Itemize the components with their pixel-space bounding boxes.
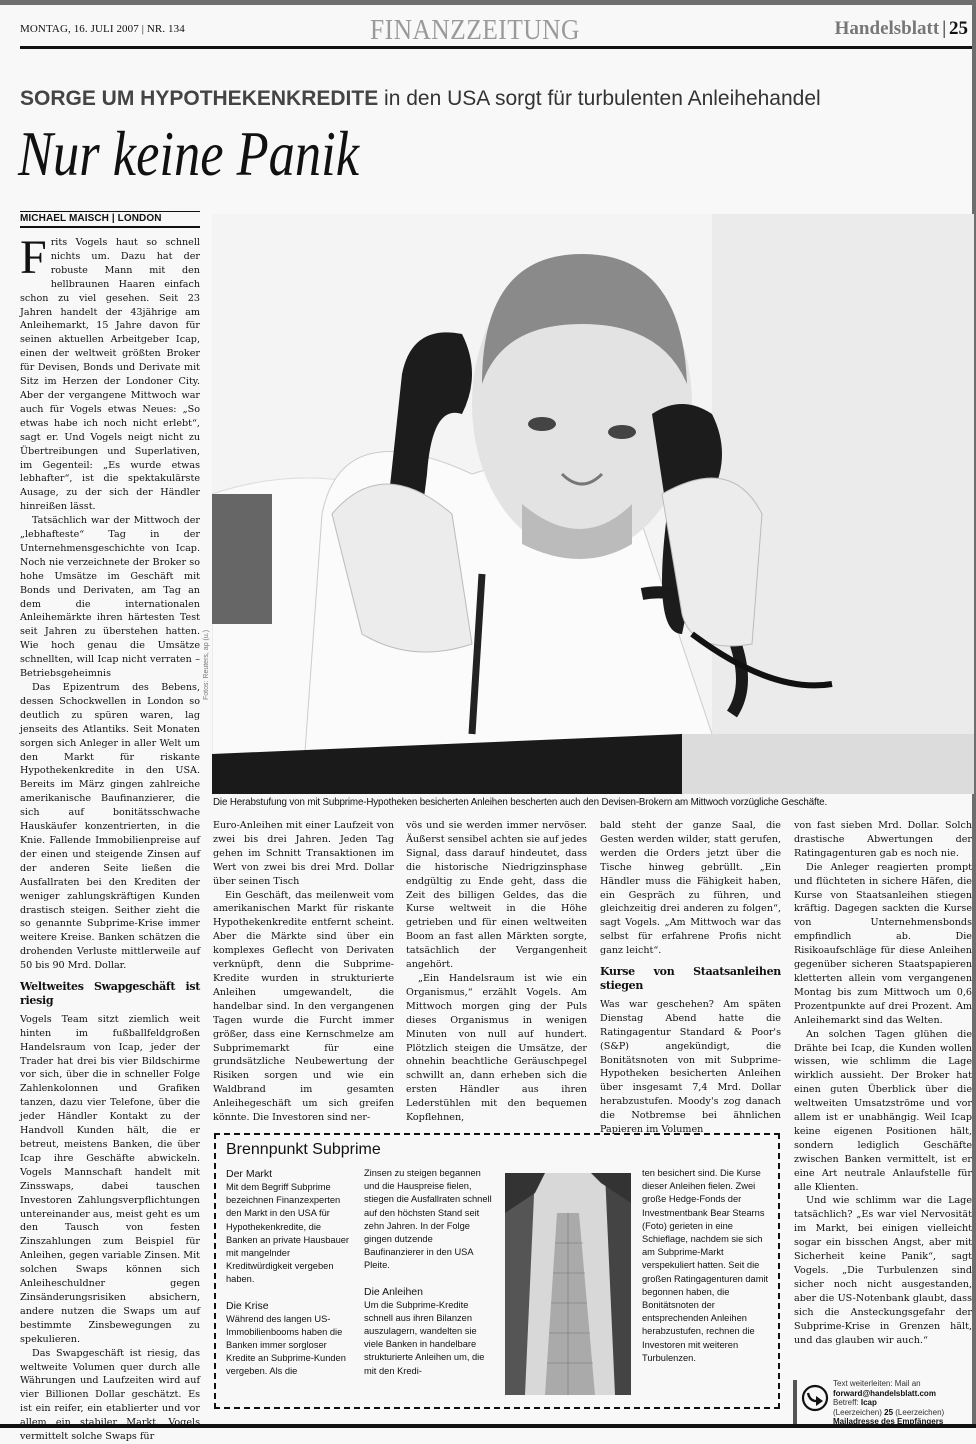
paragraph: Tatsächlich war der Mittwoch der „lebhafteste“ Tag in der Unternehmensgeschichte von Icap. Noch nie verzeichnete der Broker so hohe Umsätze im Geschäft mit Bonds und Derivaten, am Tag an dem die internationalen Anleihemärkte ihren härtesten Test seit Jahren zu überstehen hatten. Wie hoch genau die Umsätze schnellten, will Icap nicht verraten – Betriebsgeheimnis xyxy=(20,515,200,680)
byline: MICHAEL MAISCH | LONDON xyxy=(20,213,162,224)
article-column-2 xyxy=(213,819,394,1125)
infobox-text: Um die Subprime-Kredite schnell aus ihren Bilanzen auszulagern, wandelten sie viele Banken in handelbare strukturierte Anleihen um, die mit den Kredi- xyxy=(364,1299,485,1376)
paragraph: Die Anleger reagierten prompt und flüchteten in sichere Häfen, die Kurse von Staatsanleihen stiegen kräftig. Dagegen sackten die Kurse von Unternehmensbonds empfindlich ab. Die Risikoaufschläge für diese Anleihen gegenüber sicheren Staatspapieren kletterten allein vom vergangenen Montag bis zum Mittwoch um 0,6 Prozentpunkte auf drei Prozent. Am Anleihemarkt sind das Welten. xyxy=(794,861,972,1026)
dropcap: F xyxy=(20,231,47,284)
paragraph: Das Swapgeschäft ist riesig, das weltweite Volumen quer durch alle Währungen und Laufzeiten wird auf vier Billionen Dollar geschätzt. Es ist ein reifer, ein etablierter und vor allem ein stabiler Markt. Vogels vermittelt solche Swaps für xyxy=(20,1347,200,1443)
article-column-4 xyxy=(600,819,781,1137)
infobox-text: Mit dem Begriff Subprime bezeichnen Finanzexperten den Markt in den USA für Hypothekenkredite, die Banken an private Hausbauer mit mangelnder Kreditwürdigkeit vergeben haben. xyxy=(226,1182,350,1285)
paragraph: bald steht der ganze Saal, die Gesten werden wilder, statt gerufen, werden die Orders jetzt über die Tische hinweg gebrüllt. „Ein Händler muss die Fähigkeit haben, ein Gespräch zu führen, und gleichzeitig drei anderen zu folgen“, sagt Vogels. „Am Mittwoch war das selbst für erfahrene Profis nicht ganz leicht“. xyxy=(600,820,781,957)
photo-credit: Fotos: Reuters, ap (u.) xyxy=(203,629,210,700)
brand-logo xyxy=(835,18,968,40)
infobox-heading: Der Markt xyxy=(226,1168,273,1180)
forward-line-5: Mailadresse des Empfängers xyxy=(833,1417,944,1427)
forward-email-link[interactable]: forward@handelsblatt.com xyxy=(833,1388,936,1398)
infobox-brennpunkt-subprime xyxy=(214,1133,780,1409)
paragraph xyxy=(20,231,200,514)
forward-line-4a: (Leerzeichen) xyxy=(833,1407,885,1417)
paragraph: An solchen Tagen glühen die Drähte bei Icap, die Kunden wollen wissen, wie schlimm die Lage wirklich aussieht. Der Broker hat einen guten Überblick über die weltweiten Umsatzströme und vor allem ist er unabhängig. Weil Icap keine eigenen Positionen hält, sondern lediglich Geschäfte zwischen Banken vermittelt, ist er eine Art neutrale Anlaufstelle für alle Klienten. xyxy=(794,1028,972,1193)
infobox-heading: Die Krise xyxy=(226,1299,269,1312)
bear-stearns-building-photo xyxy=(505,1173,631,1395)
infobox-column-1 xyxy=(226,1167,354,1391)
dateline: MONTAG, 16. JULI 2007 | NR. 134 xyxy=(20,23,185,35)
article-column-1 xyxy=(20,231,200,1444)
infobox-column-3 xyxy=(642,1167,772,1377)
kicker-bold: SORGE UM HYPOTHEKENKREDITE xyxy=(20,87,379,110)
paragraph: „Ein Handelsraum ist wie ein Organismus,“ erzählt Vogels. Am Mittwoch morgen ging der Puls dieses Organismus in wenigen Minuten von null auf hundert. Plötzlich steigen die Umsätze, der ohnehin beachtliche Geräuschpegel schwillt an, dann erheben sich die ersten Händler aus ihren Lederstühlen mit den bequemen Kopflehnen, xyxy=(406,972,587,1124)
paragraph: Euro-Anleihen mit einer Laufzeit von zwei bis drei Jahren. Jeden Tag gehen im Schnitt Transaktionen im Wert von zwei bis drei Mrd. Dollar über seinen Tisch xyxy=(213,820,394,887)
subheading: Kurse von Staatsanleihen stiegen xyxy=(600,965,781,992)
infobox-heading: Die Anleihen xyxy=(364,1285,423,1298)
article-column-5 xyxy=(794,819,972,1347)
infobox-text: Während des langen US-Immobilienbooms haben die Banken immer sorgloser Kredite an Subprime-Kunden vergeben. Als die xyxy=(226,1313,346,1377)
masthead-rule xyxy=(20,46,972,49)
infobox-column-2 xyxy=(364,1167,494,1390)
masthead xyxy=(20,14,972,46)
kicker-rest: in den USA sorgt für turbulenten Anleihehandel xyxy=(378,87,821,110)
forward-subject-value: Icap xyxy=(860,1398,877,1408)
page-number: 25 xyxy=(949,18,968,39)
trader-on-phones-photo xyxy=(212,214,974,794)
byline-rule xyxy=(20,226,200,228)
forward-note-bar xyxy=(793,1380,797,1424)
photo-caption: Die Herabstufung von mit Subprime-Hypotheken besicherten Anleihen bescherten auch den Devisen-Brokern am Mittwoch vorzügliche Geschäfte. xyxy=(213,797,828,808)
forward-line-1: Text weiterleiten: Mail an xyxy=(833,1379,921,1388)
forward-line-4b: 25 xyxy=(884,1407,894,1417)
paragraph: vös und sie werden immer nervöser. Äußerst sensibel achten sie auf jedes Signal, dass darauf hindeutet, dass die historische Niedrigzinsphase endgültig zu Ende geht, dass die Zeit des billigen Geldes, das die Kurse weltweit in die Höhe getrieben und für einen weltweiten Boom an fast allen Märkten sorgte, tatsächlich der Vergangenheit angehört. xyxy=(406,820,587,971)
subheading: Weltweites Swapgeschäft ist riesig xyxy=(20,980,200,1007)
article-column-3 xyxy=(406,819,587,1125)
paragraph-text: rits Vogels haut so schnell nichts um. Dazu hat der robuste Mann mit den hellbraunen Haaren einfach schon zu viel gesehen. Seit 23 Jahren handelt der 43jährige am Anleihemarkt, 15 Jahre davon für seinen aktuellen Arbeitgeber Icap, einen der weltweit größten Broker für Devisen, Bonds und Derivate mit Sitz im Herzen der Londoner City. Aber der vergangene Mittwoch war auch für Vogels etwas Neues: „So etwas habe ich noch nicht erlebt“, sagt er. Und Vogels neigt nicht zu Übertreibungen und Superlativen, im Gegenteil: „Es wurde etwas lebhafter“, ist die spektakulärste Ausage, zu der sich der Händler hinreißen lässt. xyxy=(20,237,200,513)
forward-note-text xyxy=(833,1379,944,1427)
brand-separator: | xyxy=(942,18,946,39)
paragraph: Was war geschehen? Am späten Dienstag Abend hatte die Ratingagentur Standard & Poor's (S&P) angekündigt, die Bonitätsnoten von mit Subprime-Hypotheken besicherten Anleihen über insgesamt 7,4 Mrd. Dollar herabzustufen. Moody's zog danach die Notbremse bei ähnlichen Papieren im Volumen xyxy=(600,998,781,1136)
forward-subject-label: Betreff: xyxy=(833,1398,861,1408)
infobox-text: Zinsen zu steigen begannen und die Hauspreise fielen, stiegen die Ausfallraten schnell auf den höchsten Stand seit zehn Jahren. In der Folge gingen dutzende Baufinanzierer in den USA Pleite. xyxy=(364,1168,492,1271)
paragraph: Ein Geschäft, das meilenweit vom amerikanischen Markt für riskante Hypothekenkredite entfernt scheint. Aber die Märkte sind über ein komplexes Geflecht von Derivaten verknüpft, denn die Subprime-Kredite wurden in strukturierte Anleihen umgewandelt, die handelbar sind. In den vergangenen Tagen wurde die Furcht immer größer, dass eine Kernschmelze am Subprimemarkt für eine grundsätzliche Neubewertung der Risiken sorgen und wie ein Waldbrand im gesamten Anleihegeschäft um sich greifen könnte. Die Investoren sind ner- xyxy=(213,889,394,1124)
forward-arrow-icon xyxy=(801,1384,829,1412)
paragraph: Vogels Team sitzt ziemlich weit hinten im fußballfeldgroßen Handelsraum von Icap, jeder der Trader hat drei bis vier Bildschirme vor sich, über die in schneller Folge Zahlenkolonnen und Grafiken tanzen, dazu vier Telefone, über die jeder Händler Kontakt zu der Handvoll Kunden hält, die er betreut, meistens Banken, die über Icap ihre Geschäfte abwickeln. Vogels Mannschaft handelt mit Zinsswaps, dabei tauschen Investoren Zahlungsverpflichtungen untereinander aus, meist geht es um den Tausch von festen Zinszahlungen zum Beispiel für Anleihen, gegen variable Zinsen. Mit solchen Swaps können sich Anleiheschuldner gegen Zinsänderungsrisiken absichern, andere nutzen die Swaps um auf bestimmte Zinsbewegungen zu spekulieren. xyxy=(20,1013,200,1345)
brand-name: Handelsblatt xyxy=(834,18,940,39)
section-title: FINANZZEITUNG xyxy=(370,14,580,46)
forward-line-4c: (Leerzeichen) xyxy=(893,1407,945,1417)
kicker xyxy=(20,87,821,111)
page-frame-top xyxy=(0,0,976,5)
infobox-title: Brennpunkt Subprime xyxy=(226,1141,381,1158)
byline-rule xyxy=(20,211,200,212)
paragraph: Das Epizentrum des Bebens, dessen Schockwellen in London so deutlich zu spüren waren, lag jenseits des Atlantiks. Seit Monaten sorgen sich Anleger in aller Welt um den Markt für riskante Hypothekenkredite in den USA. Bereits im März gingen zahlreiche amerikanische Baufinanzierer, die sich auf bonitätsschwache Hauskäufer konzentrierten, in die Knie. Fallende Immobilienpreise auf der einen und steigende Zinsen auf der anderen Seite ließen die Ausfallraten bei den Krediten der weniger zahlungskräftigen Kunden drastisch steigen. Seither zieht die so genannte Subprime-Krise immer weitere Kreise. Banken schätzen die drohenden Verluste mittlerweile auf 50 bis 90 Mrd. Dollar. xyxy=(20,682,200,972)
headline: Nur keine Panik xyxy=(18,118,360,189)
paragraph: Und wie schlimm war die Lage tatsächlich? „Es war viel Nervosität im Markt, bei einigen vielleicht sogar ein bisschen Angst, aber mit Sicherheit keine Panik“, sagt Vogels. „Die Turbulenzen sind sicher noch nicht ausgestanden, aber die US-Notenbank glaubt, dass sich die Ansteckungsgefahr der Subprime-Krise in Grenzen hält, und das glauben wir auch.“ xyxy=(794,1195,972,1346)
paragraph: von fast sieben Mrd. Dollar. Solch drastische Abwertungen der Ratingagenturen gab es noch nie. xyxy=(794,820,972,859)
forward-article-note xyxy=(793,1379,973,1427)
main-photo xyxy=(212,214,974,794)
infobox-text: ten besichert sind. Die Kurse dieser Anleihen fielen. Zwei große Hedge-Fonds der Investmentbank Bear Stearns (Foto) gerieten in eine Schieflage, nachdem sie sich am Subprime-Markt verspekuliert hatten. Seit die großen Ratingagenturen damit begonnen haben, die Bonitätsnoten der entsprechenden Anleihen herabzustufen, rechnen die Investoren mit weiteren Turbulenzen. xyxy=(642,1168,769,1363)
